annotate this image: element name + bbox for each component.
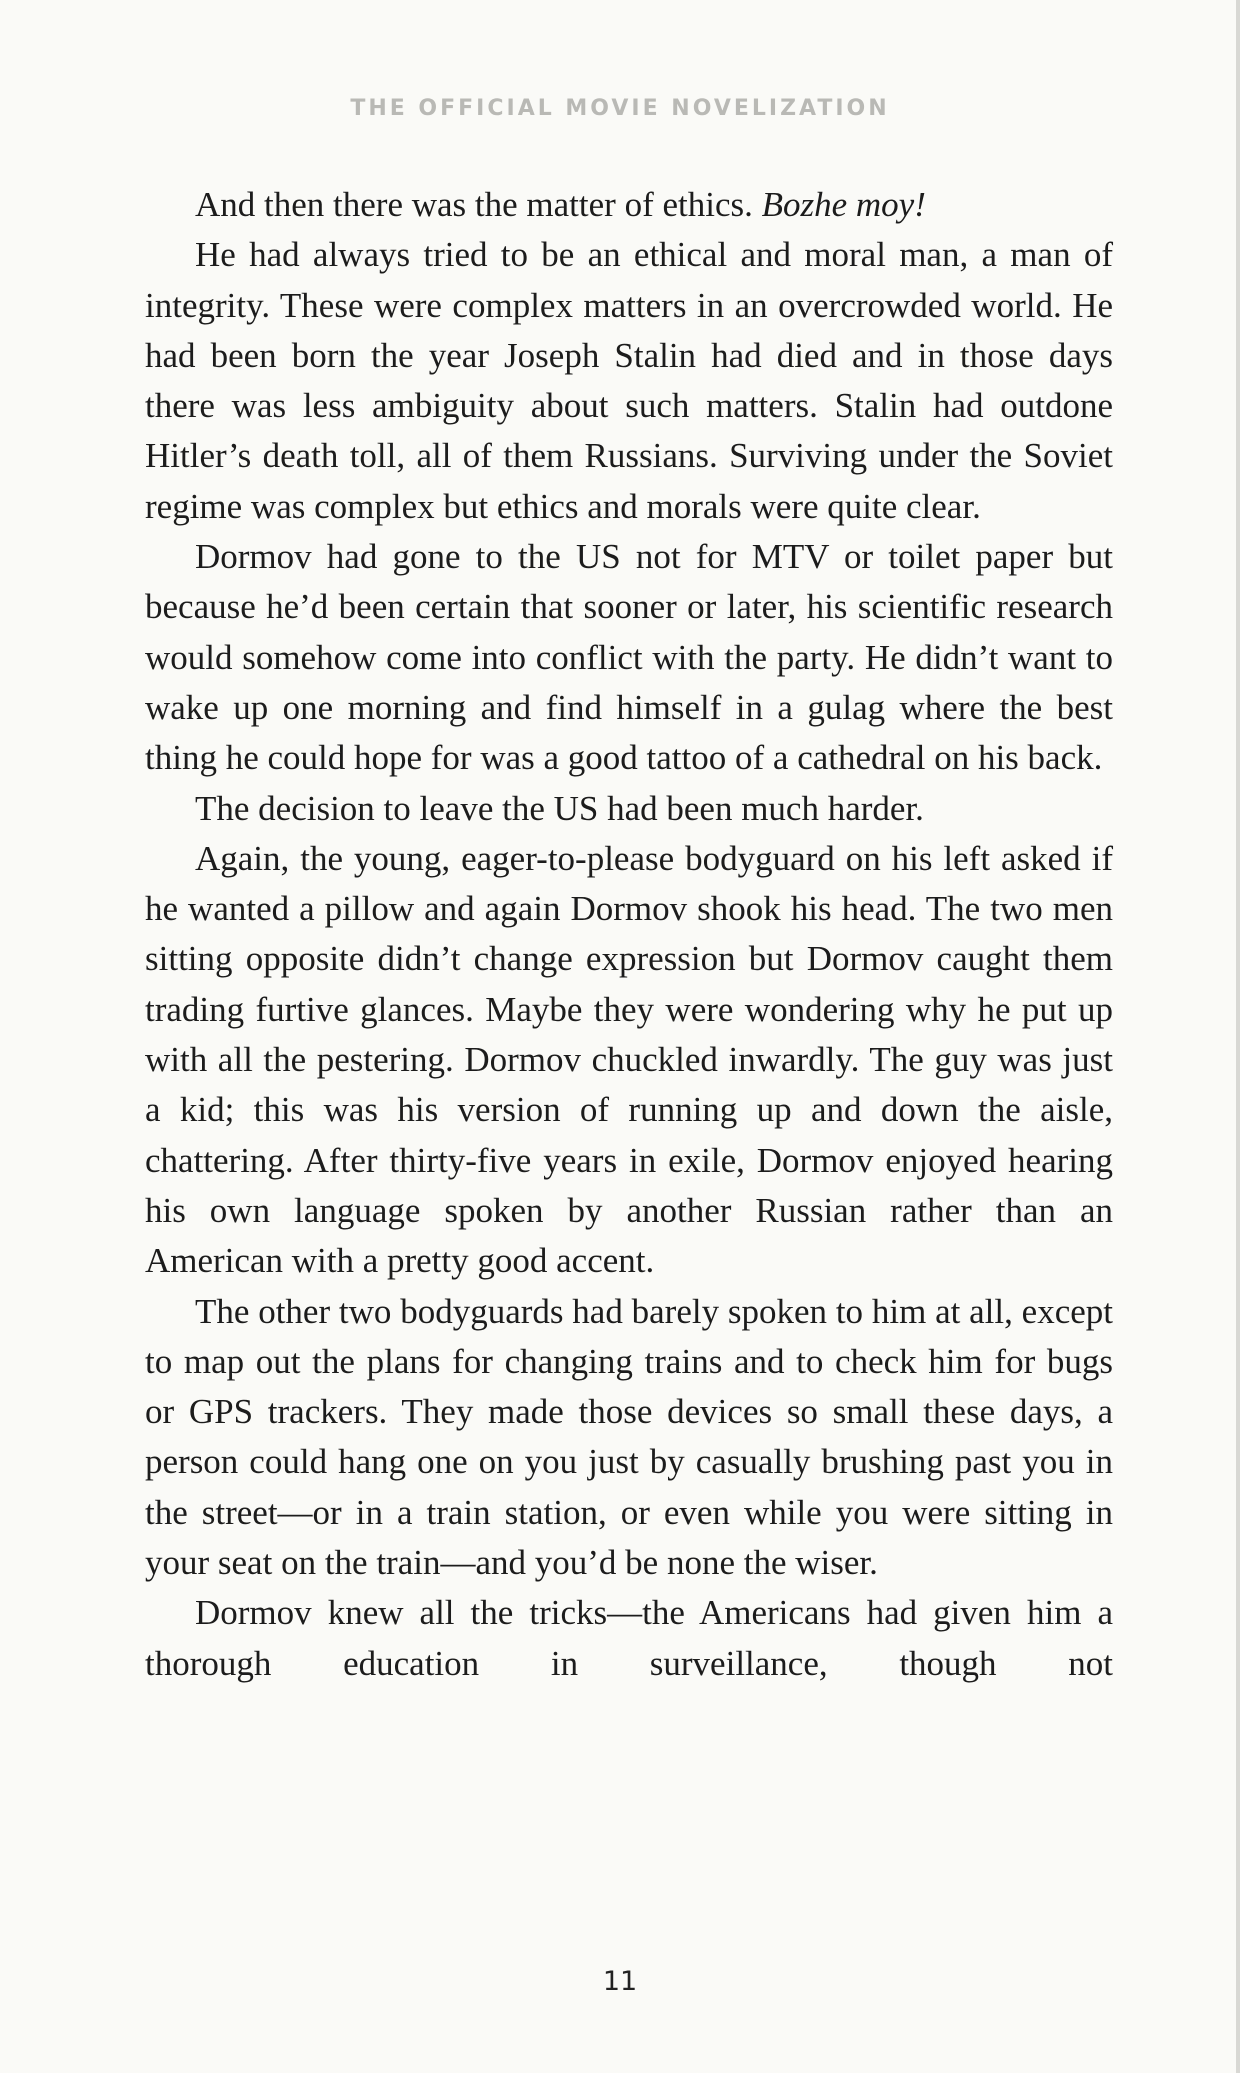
emphasis-text: Bozhe moy! [761, 185, 926, 224]
page-edge [1236, 0, 1240, 2073]
paragraph [145, 180, 1113, 230]
paragraph-text: And then there was the matter of ethics. [195, 185, 762, 224]
paragraph: Again, the young, eager-to-please bodyguard on his left asked if he wanted a pillow and again Dormov shook his head. The two men sitting opposite didn’t change expression but Dormov caught them trading furtive glances. Maybe they were wondering why he put up with all the pestering. Dormov chuckled inwardly. The guy was just a kid; this was his version of running up and down the aisle, chattering. After thirty-five years in exile, Dormov enjoyed hearing his own language spoken by another Russian rather than an American with a pretty good accent. [145, 838, 1113, 1281]
paragraph: Dormov knew all the tricks—the Americans had given him a thorough education in surveillance, though not [145, 1593, 1113, 1683]
body-text [145, 180, 1113, 1689]
paragraph: The decision to leave the US had been much harder. [195, 788, 924, 828]
paragraph: Dormov had gone to the US not for MTV or toilet paper but because he’d been certain that sooner or later, his scientific research would somehow come into conflict with the party. He didn’t want to wake up one morning and find himself in a gulag where the best thing he could hope for was a good tattoo of a cathedral on his back. [145, 537, 1113, 778]
running-head: THE OFFICIAL MOVIE NOVELIZATION [350, 96, 890, 121]
paragraph: He had always tried to be an ethical and moral man, a man of integrity. These were complex matters in an overcrowded world. He had been born the year Joseph Stalin had died and in those days there was less ambiguity about such matters. Stalin had outdone Hitler’s death toll, all of them Russians. Surviving under the Soviet regime was complex but ethics and morals were quite clear. [145, 235, 1113, 526]
page-number: 11 [602, 1966, 638, 1997]
paragraph: The other two bodyguards had barely spoken to him at all, except to map out the plans for changing trains and to check him for bugs or GPS trackers. They made those devices so small these days, a person could hang one on you just by casually brushing past you in the street—or in a train station, or even while you were sitting in your seat on the train—and you’d be none the wiser. [145, 1291, 1113, 1583]
